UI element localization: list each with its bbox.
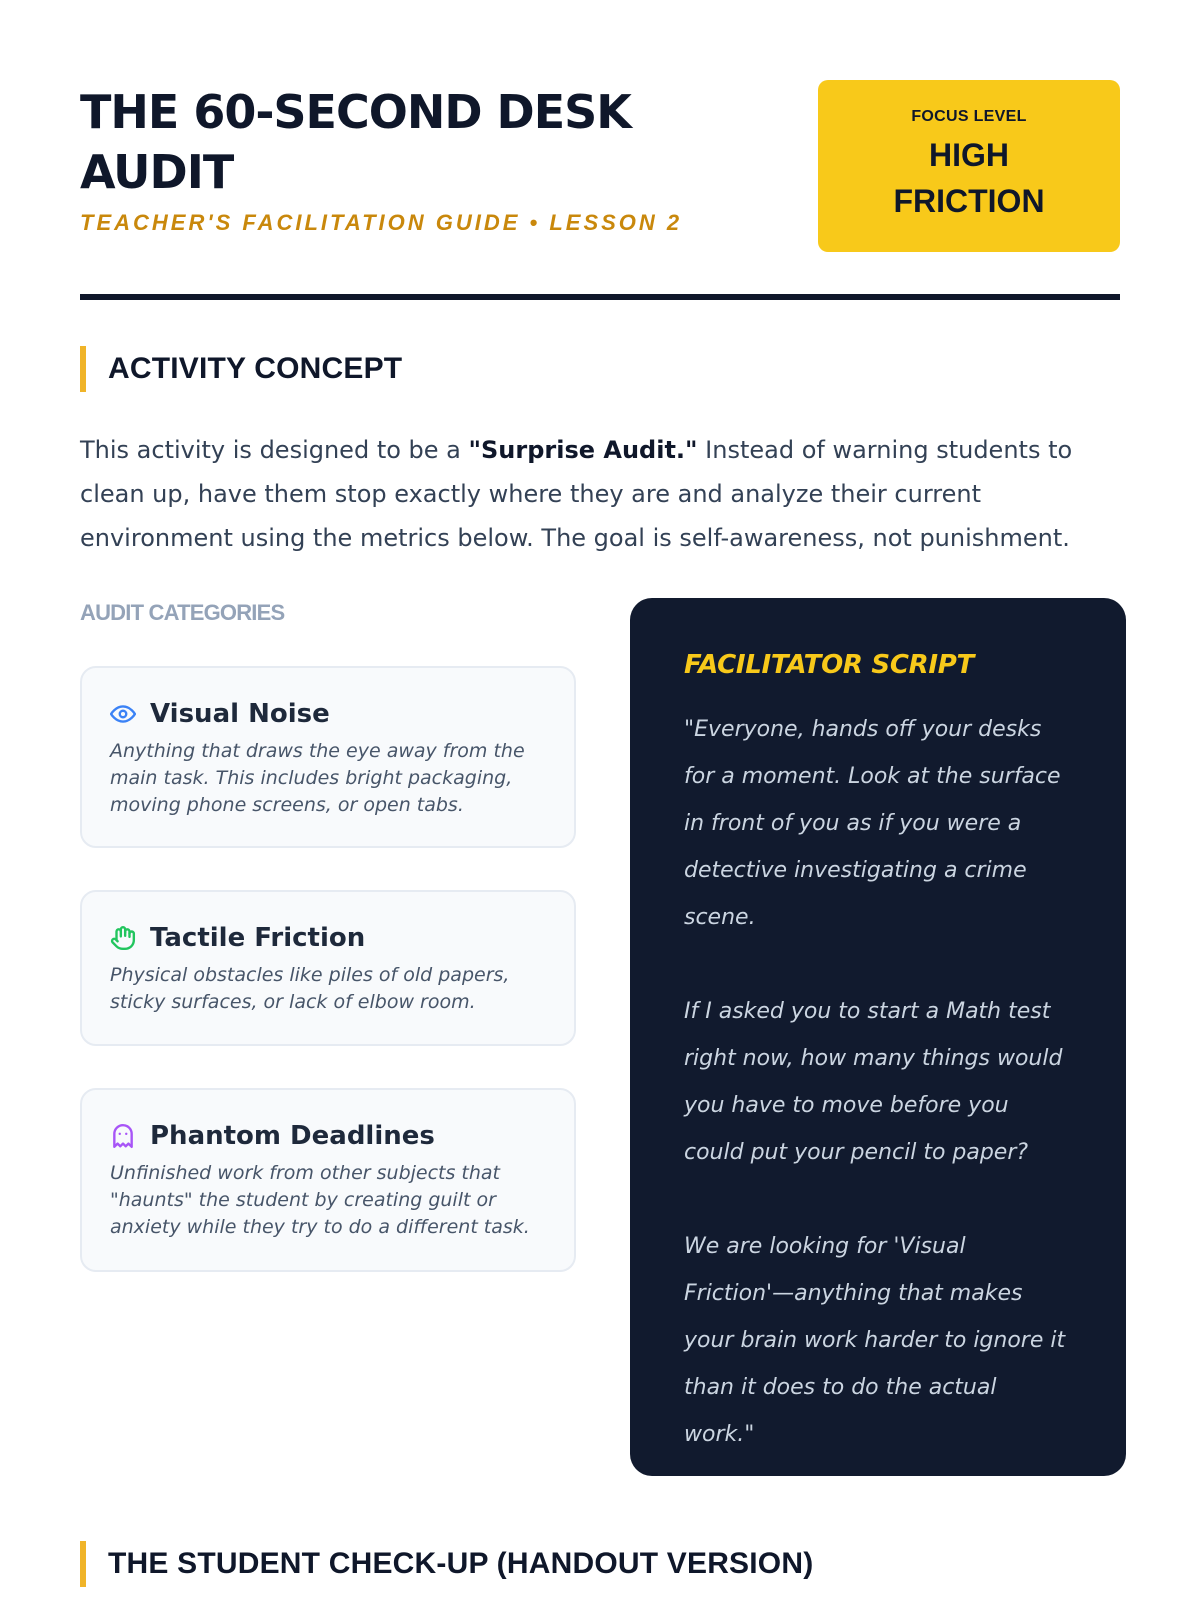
card-description: Physical obstacles like piles of old papers, sticky surfaces, or lack of elbow room. bbox=[110, 964, 510, 1013]
student-checkup-heading: THE STUDENT CHECK-UP (HANDOUT VERSION) bbox=[80, 1541, 813, 1587]
audit-categories-label: AUDIT CATEGORIES bbox=[80, 600, 285, 625]
hand-icon bbox=[110, 925, 136, 951]
activity-concept-text bbox=[80, 428, 1125, 560]
concept-text-body: Instead of warning students to clean up, have them stop exactly where they are and analyze their current environment using the metrics below. The goal is self-awareness, not punishment. bbox=[80, 436, 1073, 552]
facilitator-script-text: "Everyone, hands off your desks for a moment. Look at the surface in front of you as if you were a detective investigating a crime scene. If I asked you to start a Math test right now, how many things would you have to move before you could put your pencil to paper? We are looking for 'Visual Friction'—anything that makes your brain work harder to ignore it than it does to do the actual work." bbox=[684, 717, 1066, 1447]
ghost-icon bbox=[110, 1123, 136, 1149]
card-title-row bbox=[110, 920, 546, 956]
category-card-visual-noise bbox=[80, 666, 576, 848]
card-title-row bbox=[110, 1118, 546, 1154]
focus-level-badge bbox=[818, 80, 1120, 252]
concept-text-emphasis: "Surprise Audit." bbox=[468, 436, 698, 464]
card-title: Tactile Friction bbox=[150, 923, 366, 953]
facilitator-script-title: FACILITATOR SCRIPT bbox=[684, 650, 974, 680]
facilitator-script-panel bbox=[630, 598, 1126, 1476]
category-card-phantom-deadlines bbox=[80, 1088, 576, 1272]
card-description: Anything that draws the eye away from the main task. This includes bright packaging, moving phone screens, or open tabs. bbox=[110, 740, 525, 816]
activity-concept-heading: ACTIVITY CONCEPT bbox=[80, 346, 402, 392]
concept-text-intro: This activity is designed to be a bbox=[80, 436, 469, 464]
card-title: Phantom Deadlines bbox=[150, 1121, 435, 1151]
header-divider bbox=[80, 294, 1120, 300]
focus-level-value: HIGH FRICTION bbox=[893, 137, 1045, 219]
card-title-row bbox=[110, 696, 546, 732]
eye-icon bbox=[110, 701, 136, 727]
card-description: Unfinished work from other subjects that "haunts" the student by creating guilt or anxiety while they try to do a different task. bbox=[110, 1162, 530, 1238]
page-header bbox=[80, 80, 1120, 252]
page-title: THE 60-SECOND DESK AUDIT bbox=[80, 85, 631, 199]
focus-level-label: FOCUS LEVEL bbox=[911, 108, 1027, 125]
category-card-tactile-friction bbox=[80, 890, 576, 1046]
page-subtitle: TEACHER'S FACILITATION GUIDE • LESSON 2 bbox=[80, 210, 683, 235]
card-title: Visual Noise bbox=[150, 699, 330, 729]
